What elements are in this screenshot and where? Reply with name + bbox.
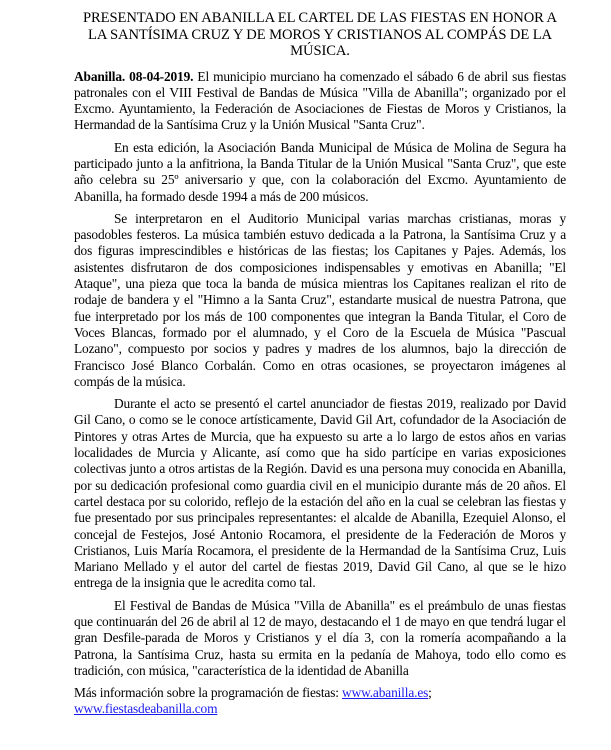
dateline: Abanilla. 08-04-2019. (74, 68, 194, 84)
article-title: PRESENTADO EN ABANILLA EL CARTEL DE LAS FIESTAS EN HONOR A LA SANTÍSIMA CRUZ Y DE MOROS Y CRISTIANOS AL COMPÁS DE LA MÚSICA. (83, 10, 557, 59)
link-fiestas-abanilla[interactable]: www.fiestasdeabanilla.com (74, 701, 218, 717)
paragraph-intro (74, 69, 566, 134)
paragraph-bands: En esta edición, la Asociación Banda Municipal de Música de Molina de Segura ha participado junto a la anfitriona, la Banda Titular de la Unión Musical "Santa Cruz", que este año celebra su 25º aniversario y que, con la colaboración del Excmo. Ayuntamiento de Abanilla, ha formado desde 1994 a más de 200 músicos. (74, 139, 566, 204)
more-info (74, 685, 566, 718)
more-info-label: Más información sobre la programación de fiestas: (74, 685, 343, 701)
paragraph-festival: El Festival de Bandas de Música "Villa de Abanilla" es el preámbulo de unas fiestas que continuarán del 26 de abril al 12 de mayo, destacando el 1 de mayo en que tendrá lugar el gran Desfile-parada de Moros y Cristianos y el día 3, con la romería acompañando a la Patrona, la Santísima Cruz, hasta su ermita en la pedanía de Mahoya, todo ello como es tradición, con música, "característica de la identidad de Abanilla (74, 597, 566, 678)
article (74, 10, 566, 718)
paragraph-program: Se interpretaron en el Auditorio Municipal varias marchas cristianas, moras y pasodobles festeros. La música también estuvo dedicada a la Patrona, la Santísima Cruz y a dos figuras imprescindibles e históricas de las fiestas; los Capitanes y Pajes. Además, los asistentes disfrutaron de dos composiciones indispensables y emotivas en Abanilla; "El Ataque", una pieza que toca la banda de música mientras los Capitanes realizan el rito de rodaje de bandera y el "Himno a la Santa Cruz", estandarte musical de nuestra Patrona, que fue interpretado por los más de 100 componentes que integran la Banda Titular, el Coro de Voces Blancas, formado por el alumnado, y el Coro de la Escuela de Música "Pascual Lozano", compuesto por socios y padres y madres de los alumnos, bajo la dirección de Francisco José Blanco Corbalán. Como en otras ocasiones, se proyectaron imágenes al compás de la música. (74, 210, 566, 389)
more-info-separator: ; (428, 685, 432, 701)
paragraph-intro-text: El municipio murciano ha comenzado el sábado 6 de abril sus fiestas patronales con el VIII Festival de Bandas de Música "Villa de Abanilla"; organizado por el Excmo. Ayuntamiento, la Federación de Asociaciones de Fiestas de Moros y Cristianos, la Hermandad de la Santísima Cruz y la Unión Musical "Santa Cruz". (74, 68, 567, 133)
link-abanilla[interactable]: www.abanilla.es (342, 685, 429, 701)
paragraph-poster: Durante el acto se presentó el cartel anunciador de fiestas 2019, realizado por David Gil Cano, o como se le conoce artísticamente, David Gil Art, cofundador de la Asociación de Pintores y otras Artes de Murcia, que ha expuesto su arte a lo largo de estos años en varias localidades de Murcia y Alicante, así como que ha sido partícipe en varias exposiciones colectivas junto a otros artistas de la Región. David es una persona muy conocida en Abanilla, por su dedicación profesional como guardia civil en el municipio durante más de 20 años. El cartel destaca por su colorido, reflejo de la estación del año en la cual se celebran las fiestas y fue presentado por sus principales representantes: el alcalde de Abanilla, Ezequiel Alonso, el concejal de Festejos, José Antonio Rocamora, el presidente de la Federación de Moros y Cristianos, Luis María Rocamora, el presidente de la Hermandad de la Santísima Cruz, Luis Mariano Mellado y el autor del cartel de fiestas 2019, David Gil Cano, al que se le hizo entrega de la insignia que le acredita como tal. (74, 396, 566, 591)
